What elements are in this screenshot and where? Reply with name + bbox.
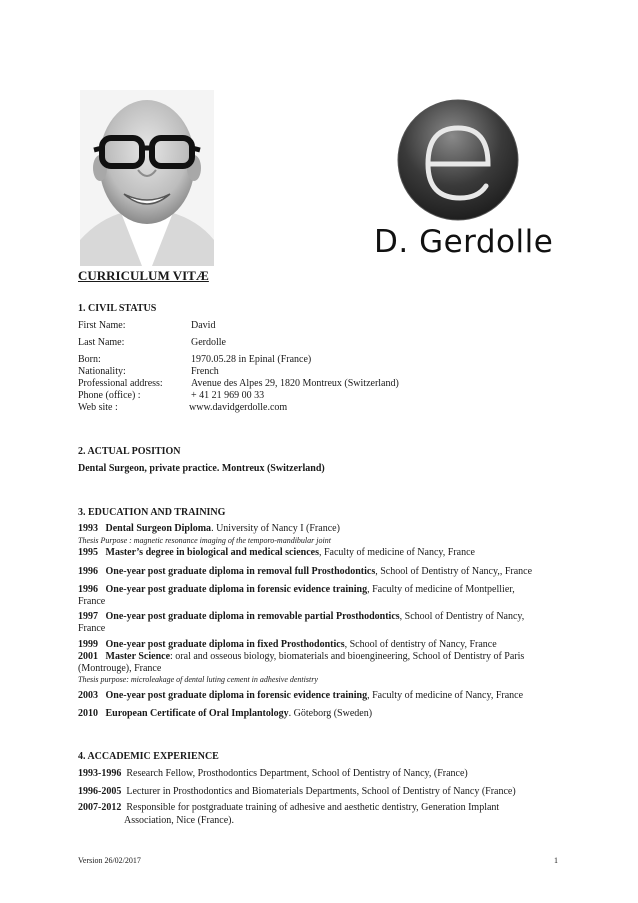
education-year: 1993 <box>78 523 98 534</box>
academic-detail: Responsible for postgraduate training of adhesive and aesthetic dentistry, Generation Implant <box>126 802 500 813</box>
academic-years: 1993-1996 <box>78 768 122 779</box>
education-year: 1996 <box>78 584 98 595</box>
academic-detail: Lecturer in Prosthodontics and Biomaterials Departments, School of Dentistry of Nancy (France) <box>126 786 516 797</box>
education-detail: , Faculty of medicine of Nancy, France <box>367 690 524 701</box>
civil-value: 1970.05.28 in Epinal (France) <box>191 354 312 365</box>
logo-wordmark: D. Gerdolle <box>374 224 554 260</box>
education-entry <box>78 566 532 577</box>
education-detail-continued: France <box>78 596 106 607</box>
civil-label: First Name: <box>78 320 126 331</box>
academic-years: 2007-2012 <box>78 802 122 813</box>
thesis-purpose: Thesis purpose: microleakage of dental luting cement in adhesive dentistry <box>78 675 318 684</box>
civil-value: Gerdolle <box>191 337 226 348</box>
education-degree: One-year post graduate diploma in removal full Prosthodontics <box>105 566 376 577</box>
civil-value: David <box>191 320 216 331</box>
civil-value: French <box>191 366 219 377</box>
education-degree: One-year post graduate diploma in fixed Prosthodontics <box>105 639 345 650</box>
academic-entry <box>78 802 499 813</box>
education-year: 1997 <box>78 611 98 622</box>
civil-value: Avenue des Alpes 29, 1820 Montreux (Switzerland) <box>191 378 399 389</box>
education-year: 2010 <box>78 708 98 719</box>
academic-years: 1996-2005 <box>78 786 122 797</box>
education-detail-continued: (Montrouge), France <box>78 663 162 674</box>
education-year: 2001 <box>78 651 98 662</box>
education-entry <box>78 639 497 650</box>
education-detail: , School of Dentistry of Nancy,, France <box>375 566 533 577</box>
education-detail: , Faculty of medicine of Nancy, France <box>318 547 475 558</box>
education-detail: : oral and osseous biology, biomaterials and bioengineering, School of Dentistry of Paris <box>170 651 525 662</box>
page-number: 1 <box>554 856 558 865</box>
education-degree: One-year post graduate diploma in forensic evidence training <box>105 690 368 701</box>
section-heading-position: 2. ACTUAL POSITION <box>78 446 181 457</box>
education-entry <box>78 523 340 534</box>
education-detail-continued: France <box>78 623 106 634</box>
thesis-purpose: Thesis Purpose : magnetic resonance imaging of the temporo-mandibular joint <box>78 536 331 545</box>
education-year: 1996 <box>78 566 98 577</box>
document-title: CURRICULUM VITÆ <box>78 268 209 283</box>
education-detail: , School of dentistry of Nancy, France <box>344 639 497 650</box>
academic-detail-continued: Association, Nice (France). <box>124 815 234 826</box>
education-degree: Dental Surgeon Diploma <box>105 523 212 534</box>
education-detail: , School of Dentistry of Nancy, <box>399 611 525 622</box>
portrait-photo <box>80 90 214 266</box>
education-degree: Master Science <box>105 651 171 662</box>
education-detail: . Göteborg (Sweden) <box>288 708 373 719</box>
education-entry <box>78 690 523 701</box>
education-entry <box>78 651 524 662</box>
education-entry <box>78 547 475 558</box>
education-year: 1995 <box>78 547 98 558</box>
footer-version: Version 26/02/2017 <box>78 856 141 865</box>
education-entry <box>78 611 524 622</box>
education-entry <box>78 584 515 595</box>
section-heading-education: 3. EDUCATION AND TRAINING <box>78 507 226 518</box>
civil-label: Web site : <box>78 402 118 413</box>
civil-label: Born: <box>78 354 101 365</box>
section-heading-civil-status: 1. CIVIL STATUS <box>78 303 157 314</box>
education-degree: One-year post graduate diploma in removable partial Prosthodontics <box>105 611 400 622</box>
civil-value: + 41 21 969 00 33 <box>191 390 265 401</box>
education-detail: , Faculty of medicine of Montpellier, <box>367 584 515 595</box>
education-year: 2003 <box>78 690 98 701</box>
education-degree: Master’s degree in biological and medical sciences <box>105 547 319 558</box>
education-entry <box>78 708 372 719</box>
academic-entry <box>78 768 468 779</box>
education-degree: One-year post graduate diploma in forensic evidence training <box>105 584 368 595</box>
civil-label: Nationality: <box>78 366 126 377</box>
section-heading-academic: 4. ACCADEMIC EXPERIENCE <box>78 751 219 762</box>
education-year: 1999 <box>78 639 98 650</box>
academic-detail: Research Fellow, Prosthodontics Department, School of Dentistry of Nancy, (France) <box>126 768 468 779</box>
education-degree: European Certificate of Oral Implantology <box>105 708 289 719</box>
website-link[interactable]: www.davidgerdolle.com <box>189 402 288 413</box>
academic-entry <box>78 786 516 797</box>
logo-emblem <box>396 98 520 222</box>
position-text: Dental Surgeon, private practice. Montreux (Switzerland) <box>78 463 325 474</box>
education-detail: . University of Nancy I (France) <box>211 523 340 534</box>
civil-label: Phone (office) : <box>78 390 141 401</box>
civil-label: Last Name: <box>78 337 125 348</box>
civil-label: Professional address: <box>78 378 163 389</box>
